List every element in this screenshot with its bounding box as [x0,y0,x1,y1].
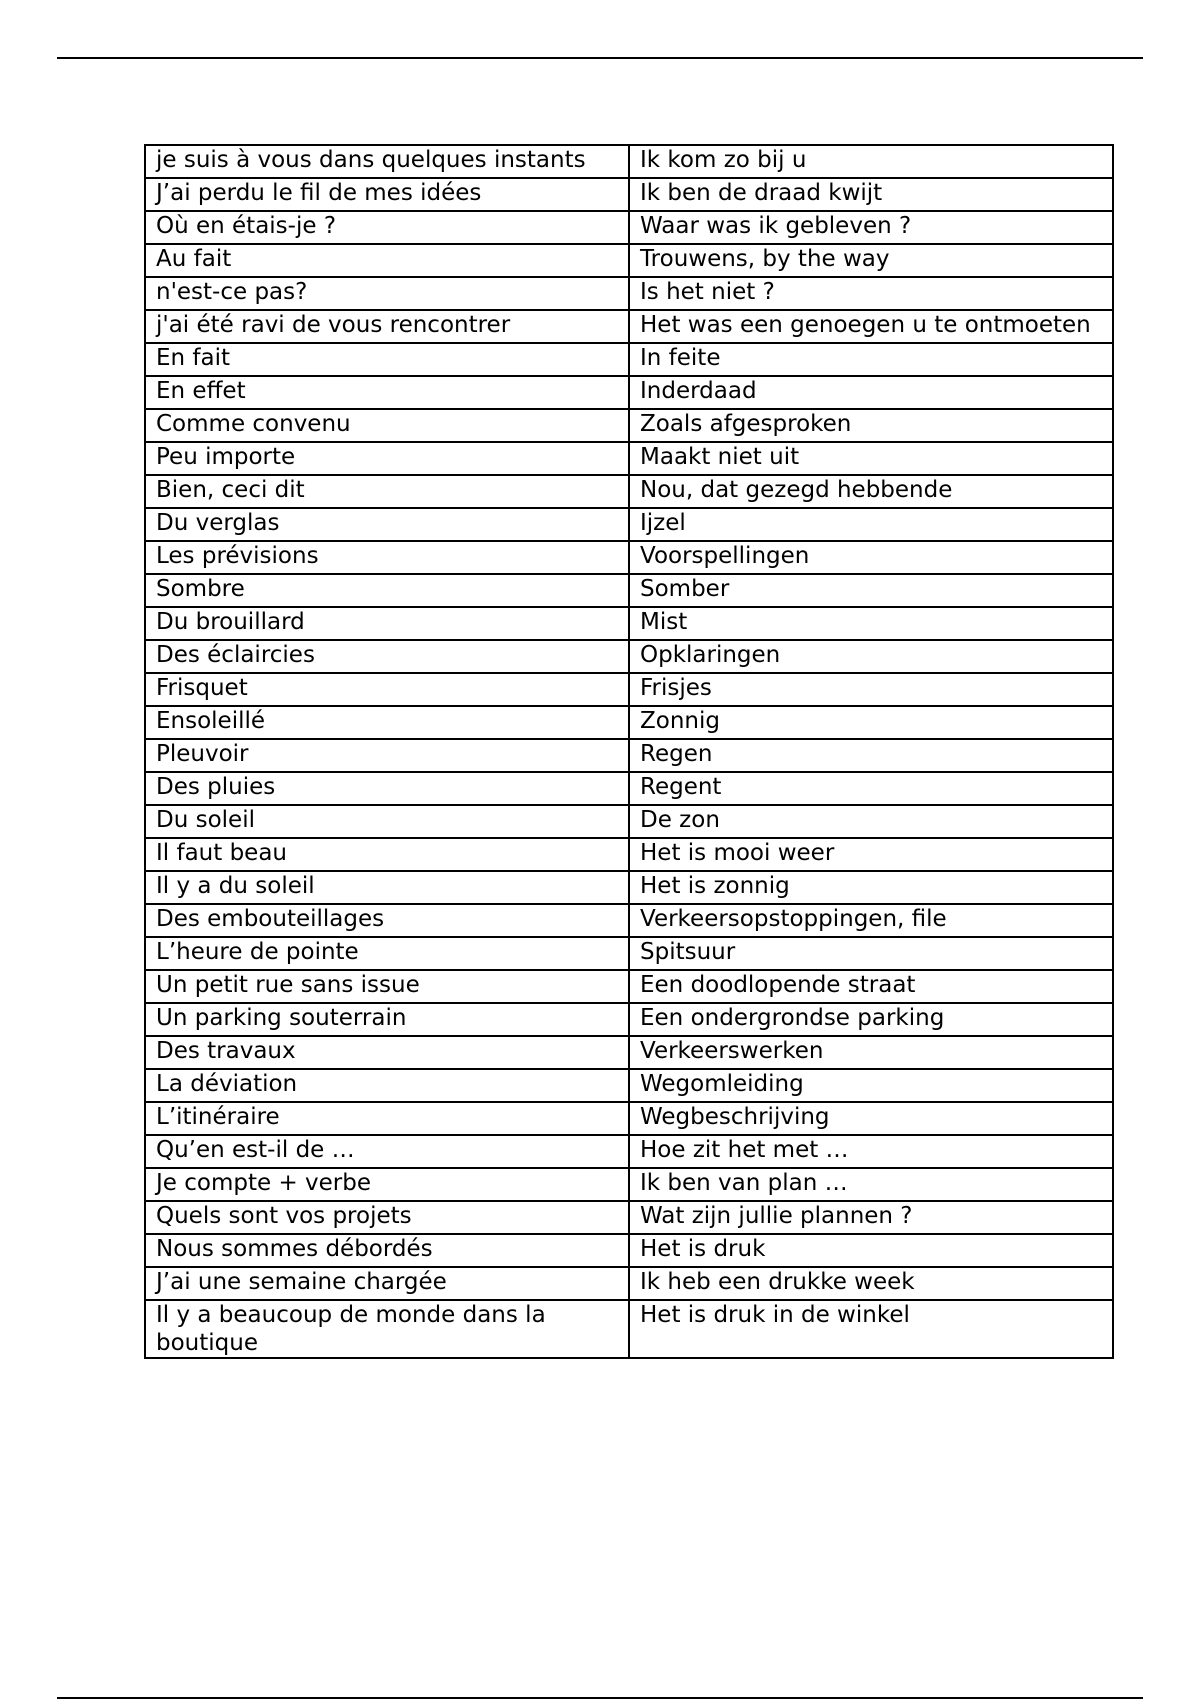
dutch-translation-cell: Waar was ik gebleven ? [629,211,1113,244]
french-phrase-cell: n'est-ce pas? [145,277,629,310]
table-row [145,673,1113,706]
french-phrase-cell: En effet [145,376,629,409]
french-phrase-cell: Peu importe [145,442,629,475]
french-phrase-cell: Des éclaircies [145,640,629,673]
table-row [145,145,1113,178]
table-row [145,1102,1113,1135]
french-phrase-cell: Frisquet [145,673,629,706]
french-phrase-cell: je suis à vous dans quelques instants [145,145,629,178]
dutch-translation-cell: Zoals afgesproken [629,409,1113,442]
french-phrase-cell: Bien, ceci dit [145,475,629,508]
table-row [145,409,1113,442]
french-phrase-cell: Il faut beau [145,838,629,871]
french-phrase-cell: Ensoleillé [145,706,629,739]
dutch-translation-cell: Inderdaad [629,376,1113,409]
french-phrase-cell: Un parking souterrain [145,1003,629,1036]
french-phrase-cell: En fait [145,343,629,376]
french-phrase-cell: J’ai perdu le fil de mes idées [145,178,629,211]
dutch-translation-cell: Ik ben de draad kwijt [629,178,1113,211]
dutch-translation-cell: De zon [629,805,1113,838]
table-row [145,607,1113,640]
footer-rule [57,1697,1143,1699]
dutch-translation-cell: Regent [629,772,1113,805]
table-row [145,310,1113,343]
table-row [145,1201,1113,1234]
table-row [145,805,1113,838]
dutch-translation-cell: Een doodlopende straat [629,970,1113,1003]
dutch-translation-cell: Het is druk in de winkel [629,1300,1113,1358]
table-row [145,244,1113,277]
table-row [145,1300,1113,1358]
french-phrase-cell: L’heure de pointe [145,937,629,970]
table-row [145,574,1113,607]
table-row [145,739,1113,772]
dutch-translation-cell: Spitsuur [629,937,1113,970]
dutch-translation-cell: Somber [629,574,1113,607]
dutch-translation-cell: Hoe zit het met … [629,1135,1113,1168]
french-phrase-cell: Des travaux [145,1036,629,1069]
french-phrase-cell: Au fait [145,244,629,277]
table-row [145,1036,1113,1069]
table-row [145,475,1113,508]
table-row [145,211,1113,244]
dutch-translation-cell: Nou, dat gezegd hebbende [629,475,1113,508]
french-phrase-cell: Comme convenu [145,409,629,442]
table-row [145,178,1113,211]
table-row [145,937,1113,970]
dutch-translation-cell: Ik ben van plan … [629,1168,1113,1201]
dutch-translation-cell: Maakt niet uit [629,442,1113,475]
french-phrase-cell: Il y a beaucoup de monde dans la boutique [145,1300,629,1358]
table-row [145,508,1113,541]
french-phrase-cell: Du brouillard [145,607,629,640]
table-row [145,706,1113,739]
french-phrase-cell: Des embouteillages [145,904,629,937]
table-row [145,343,1113,376]
dutch-translation-cell: Is het niet ? [629,277,1113,310]
dutch-translation-cell: Trouwens, by the way [629,244,1113,277]
french-phrase-cell: j'ai été ravi de vous rencontrer [145,310,629,343]
table-row [145,772,1113,805]
dutch-translation-cell: Wegbeschrijving [629,1102,1113,1135]
dutch-translation-cell: In feite [629,343,1113,376]
dutch-translation-cell: Het is mooi weer [629,838,1113,871]
french-phrase-cell: Du soleil [145,805,629,838]
table-row [145,1234,1113,1267]
table-row [145,442,1113,475]
dutch-translation-cell: Zonnig [629,706,1113,739]
header-rule [57,57,1143,59]
dutch-translation-cell: Wegomleiding [629,1069,1113,1102]
table-row [145,871,1113,904]
table-row [145,970,1113,1003]
dutch-translation-cell: Het was een genoegen u te ontmoeten [629,310,1113,343]
dutch-translation-cell: Regen [629,739,1113,772]
dutch-translation-cell: Ijzel [629,508,1113,541]
dutch-translation-cell: Ik kom zo bij u [629,145,1113,178]
dutch-translation-cell: Het is druk [629,1234,1113,1267]
dutch-translation-cell: Verkeerswerken [629,1036,1113,1069]
dutch-translation-cell: Opklaringen [629,640,1113,673]
french-phrase-cell: J’ai une semaine chargée [145,1267,629,1300]
french-phrase-cell: Il y a du soleil [145,871,629,904]
table-row [145,1168,1113,1201]
french-phrase-cell: Du verglas [145,508,629,541]
table-row [145,1003,1113,1036]
vocabulary-table [144,144,1114,1359]
dutch-translation-cell: Mist [629,607,1113,640]
french-phrase-cell: Je compte + verbe [145,1168,629,1201]
french-phrase-cell: Un petit rue sans issue [145,970,629,1003]
french-phrase-cell: La déviation [145,1069,629,1102]
french-phrase-cell: Qu’en est-il de … [145,1135,629,1168]
dutch-translation-cell: Ik heb een drukke week [629,1267,1113,1300]
dutch-translation-cell: Het is zonnig [629,871,1113,904]
table-row [145,640,1113,673]
french-phrase-cell: Des pluies [145,772,629,805]
table-row [145,1069,1113,1102]
french-phrase-cell: Les prévisions [145,541,629,574]
french-phrase-cell: Sombre [145,574,629,607]
table-row [145,838,1113,871]
french-phrase-cell: Pleuvoir [145,739,629,772]
french-phrase-cell: Où en étais-je ? [145,211,629,244]
dutch-translation-cell: Frisjes [629,673,1113,706]
french-phrase-cell: L’itinéraire [145,1102,629,1135]
table-row [145,1135,1113,1168]
dutch-translation-cell: Voorspellingen [629,541,1113,574]
table-row [145,541,1113,574]
dutch-translation-cell: Een ondergrondse parking [629,1003,1113,1036]
french-phrase-cell: Quels sont vos projets [145,1201,629,1234]
table-row [145,376,1113,409]
french-phrase-cell: Nous sommes débordés [145,1234,629,1267]
table-row [145,904,1113,937]
vocabulary-table-body [145,145,1113,1358]
dutch-translation-cell: Verkeersopstoppingen, file [629,904,1113,937]
dutch-translation-cell: Wat zijn jullie plannen ? [629,1201,1113,1234]
table-row [145,1267,1113,1300]
table-row [145,277,1113,310]
